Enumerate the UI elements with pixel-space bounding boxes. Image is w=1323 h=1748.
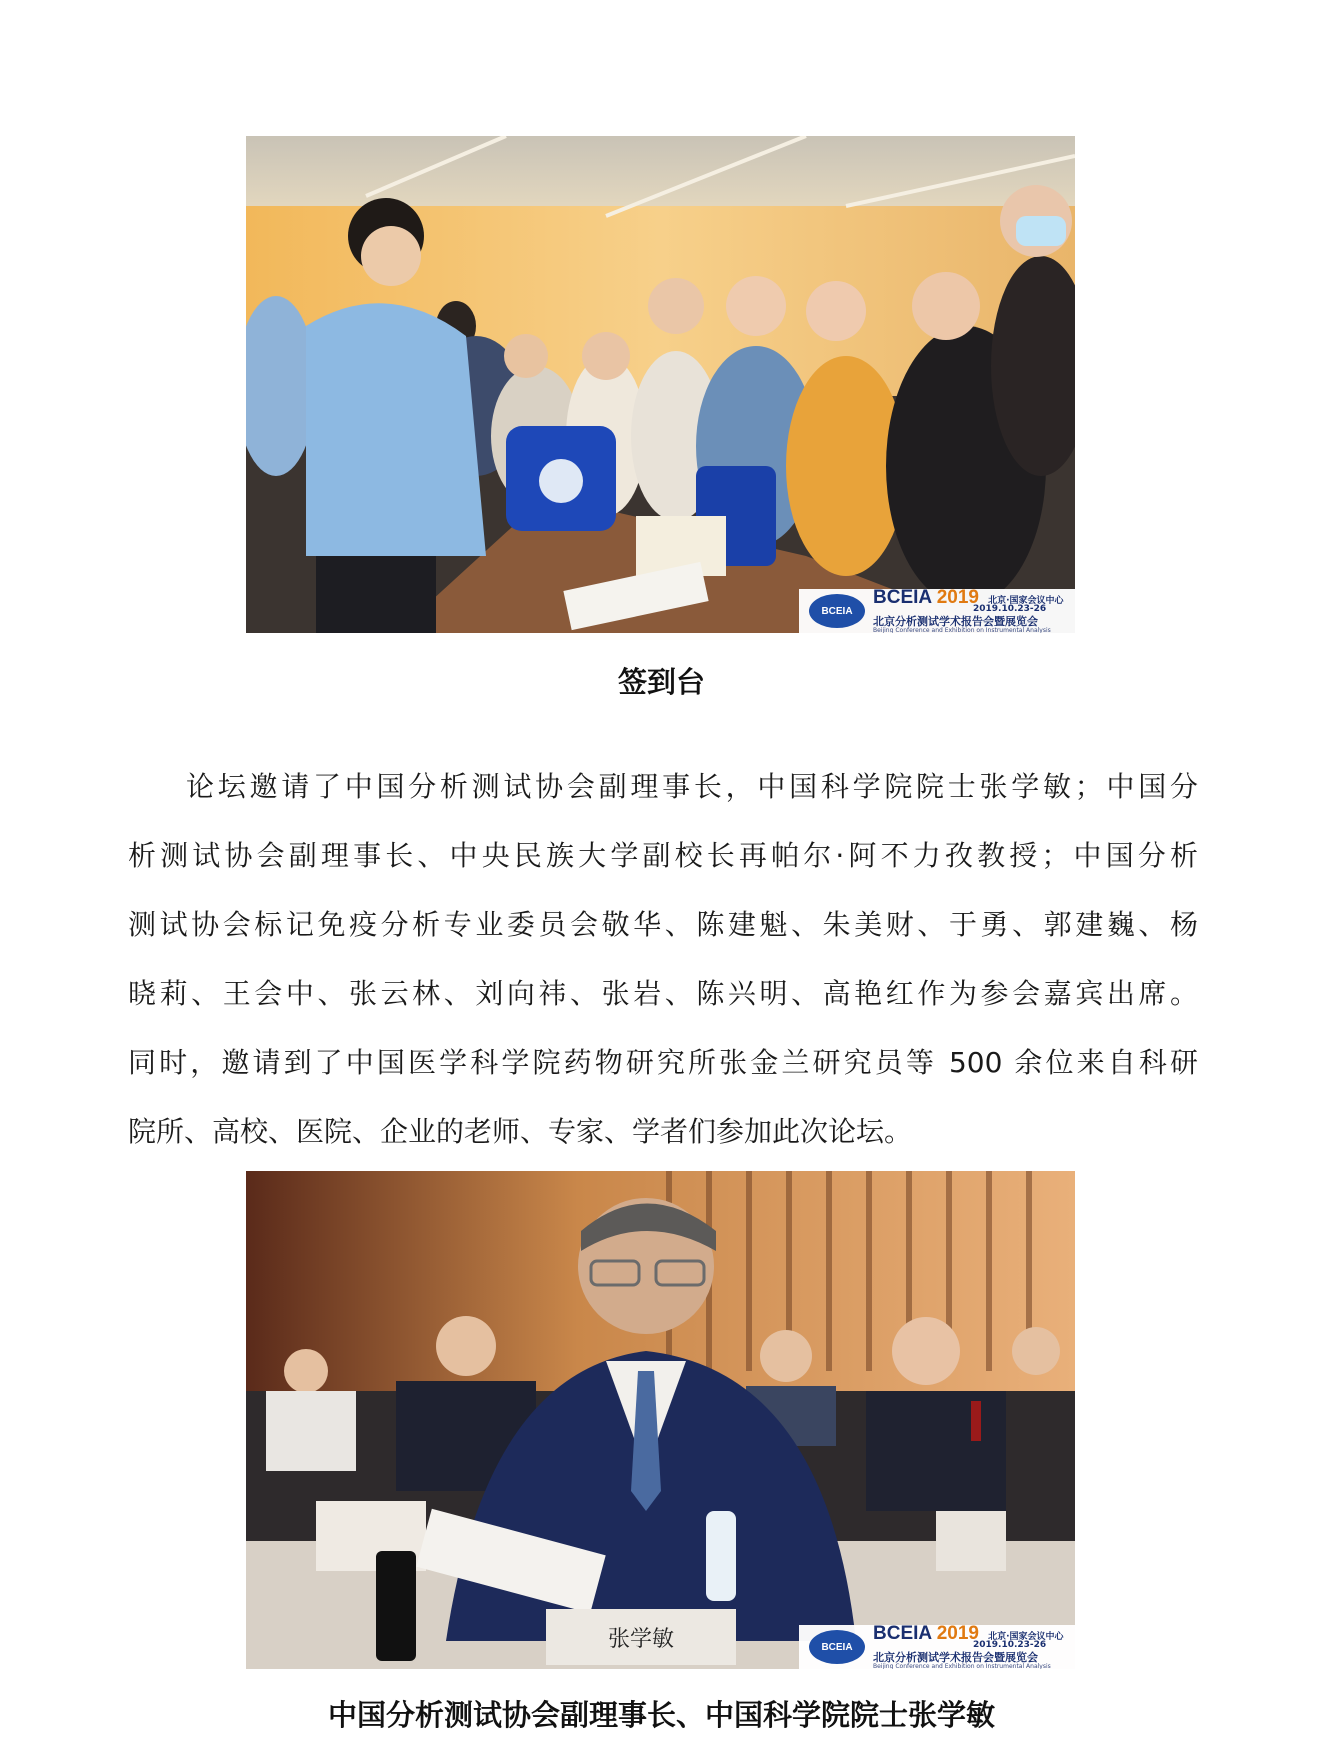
watermark-subtitle: 北京分析测试学术报告会暨展览会 [873,1651,1038,1664]
paragraph-line: 院所、高校、医院、企业的老师、专家、学者们参加此次论坛。 [128,1115,913,1148]
paragraph-line: 测试协会标记免疫分析专业委员会敬华、陈建魁、朱美财、于勇、郭建巍、杨 [128,908,1198,941]
watermark-dates: 2019.10.23-26 [973,604,1047,614]
paragraph-line: 论坛邀请了中国分析测试协会副理事长，中国科学院院士张学敏；中国分 [186,770,1198,803]
sign-in-scene [246,136,1075,633]
bceia-watermark [799,1625,1075,1669]
paragraph-line: 晓莉、王会中、张云林、刘向祎、张岩、陈兴明、高艳红作为参会嘉宾出席。 [128,977,1198,1010]
sign-in-photo [246,136,1075,633]
speaker-caption: 中国分析测试协会副理事长、中国科学院院士张学敏 [327,1698,995,1732]
speaker-nameplate: 张学敏 [546,1609,736,1665]
watermark-subtitle: 北京分析测试学术报告会暨展览会 [873,615,1038,628]
watermark-venue: 北京·国家会议中心 [988,1632,1064,1642]
sign-in-caption: 签到台 [617,665,705,699]
watermark-english: Beijing Conference and Exhibition on Instrumental Analysis [873,627,1051,633]
watermark-dates: 2019.10.23-26 [973,1640,1047,1650]
intro-paragraph [128,752,1198,1166]
speaker-scene [246,1171,1075,1669]
paragraph-line: 同时，邀请到了中国医学科学院药物研究所张金兰研究员等 500 余位来自科研 [128,1046,1198,1079]
watermark-venue: 北京·国家会议中心 [988,596,1064,606]
watermark-brand: BCEIA 2019 [873,587,979,608]
watermark-brand: BCEIA 2019 [873,1623,979,1644]
paragraph-line: 析测试协会副理事长、中央民族大学副校长再帕尔·阿不力孜教授；中国分析 [128,839,1198,872]
bceia-watermark [799,589,1075,633]
speaker-photo [246,1171,1075,1669]
watermark-english: Beijing Conference and Exhibition on Instrumental Analysis [873,1663,1051,1669]
bceia-badge-icon: BCEIA [809,1630,865,1664]
bceia-badge-icon: BCEIA [809,594,865,628]
